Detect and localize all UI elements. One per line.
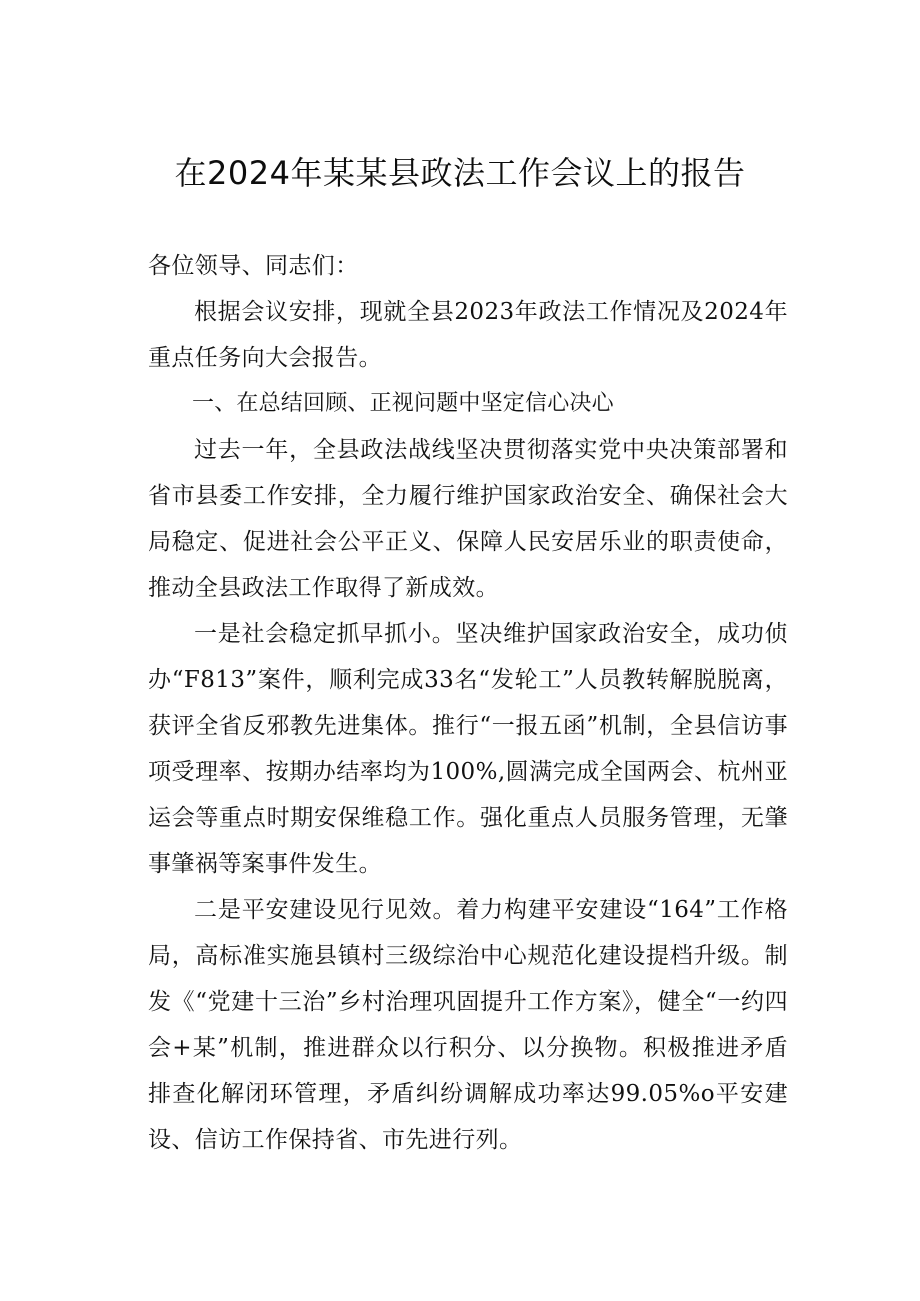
section-heading: 一、在总结回顾、正视问题中坚定信心决心 [192, 391, 614, 416]
document-title: 在2024年某某县政法工作会议上的报告 [174, 154, 746, 192]
body-paragraph-safety: 二是平安建设见行见效。着力构建平安建设“164”工作格局，高标准实施县镇村三级综治中心规范化建设提档升级。制发《“党建十三治”乡村治理巩固提升工作方案》，健全“一约四会+某”机制，推进群众以行积分、以分换物。积极推进矛盾排查化解闭环管理，矛盾纠纷调解成功率达99.05%o平安建设、信访工作保持省、市先进行列。 [148, 897, 788, 1153]
intro-paragraph: 根据会议安排，现就全县2023年政法工作情况及2024年重点任务向大会报告。 [148, 299, 788, 371]
body-paragraph-stability: 一是社会稳定抓早抓小。坚决维护国家政治安全，成功侦办“F813”案件，顺利完成33名“发轮工”人员教转解脱脱离，获评全省反邪教先进集体。推行“一报五函”机制，全县信访事项受理率、按期办结率均为100%,圆满完成全国两会、杭州亚运会等重点时期安保维稳工作。强化重点人员服务管理，无肇事肇祸等案事件发生。 [148, 621, 788, 877]
body-paragraph-overview: 过去一年，全县政法战线坚决贯彻落实党中央决策部署和省市县委工作安排，全力履行维护国家政治安全、确保社会大局稳定、促进社会公平正义、保障人民安居乐业的职责使命，推动全县政法工作取得了新成效。 [148, 437, 788, 601]
document-body [148, 243, 788, 1163]
salutation: 各位领导、同志们： [148, 253, 359, 279]
